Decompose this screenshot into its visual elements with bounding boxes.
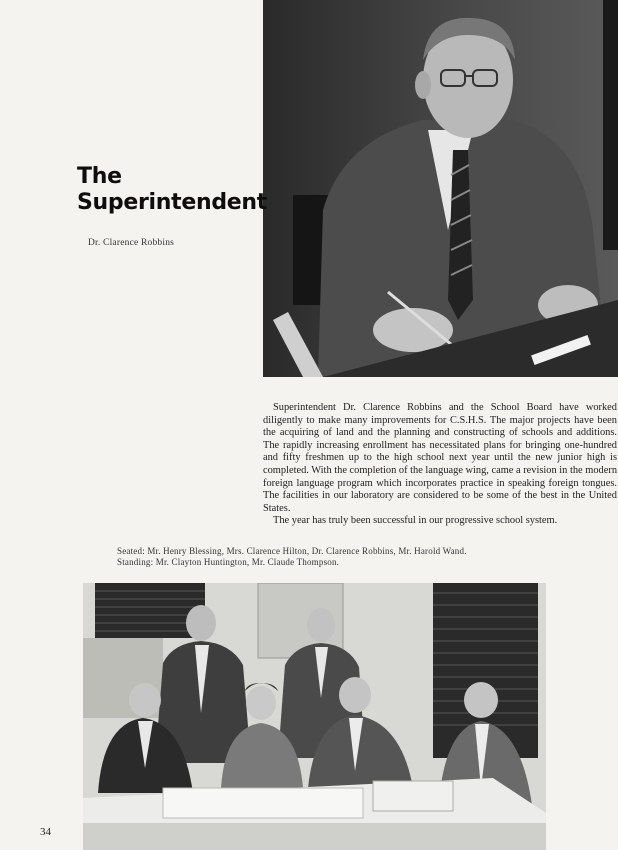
page-title-line-1: The [77,164,122,189]
superintendent-portrait-photo [263,0,618,377]
page-title-line-2: Superintendent [77,190,267,215]
body-paragraph-1: Superintendent Dr. Clarence Robbins and the School Board have worked diligently to make many improvements for C.S.H.S. The major projects have been the acquiring of land and the planning and constructing of schools and additions. The rapidly increasing enrollment has necessitated plans for bringing one-hundred and fifty freshmen up to the high school next year until the new junior high is completed. With the completion of the language wing, came a revision in the modern foreign language program which incorporates practice in speaking foreign tongues. The facilities in our laboratory are considered to be some of the best in the United States. [263,402,618,514]
board-photo-caption [117,546,527,568]
board-caption-seated: Seated: Mr. Henry Blessing, Mrs. Clarence Hilton, Dr. Clarence Robbins, Mr. Harold Wand. [117,546,467,556]
portrait-caption: Dr. Clarence Robbins [88,238,175,248]
body-text [263,402,617,528]
body-paragraph-2: The year has truly been successful in our progressive school system. [273,515,558,527]
page-title [77,164,267,216]
page-number: 34 [40,826,51,838]
board-caption-standing: Standing: Mr. Clayton Huntington, Mr. Claude Thompson. [117,557,340,567]
school-board-group-photo [83,583,546,850]
